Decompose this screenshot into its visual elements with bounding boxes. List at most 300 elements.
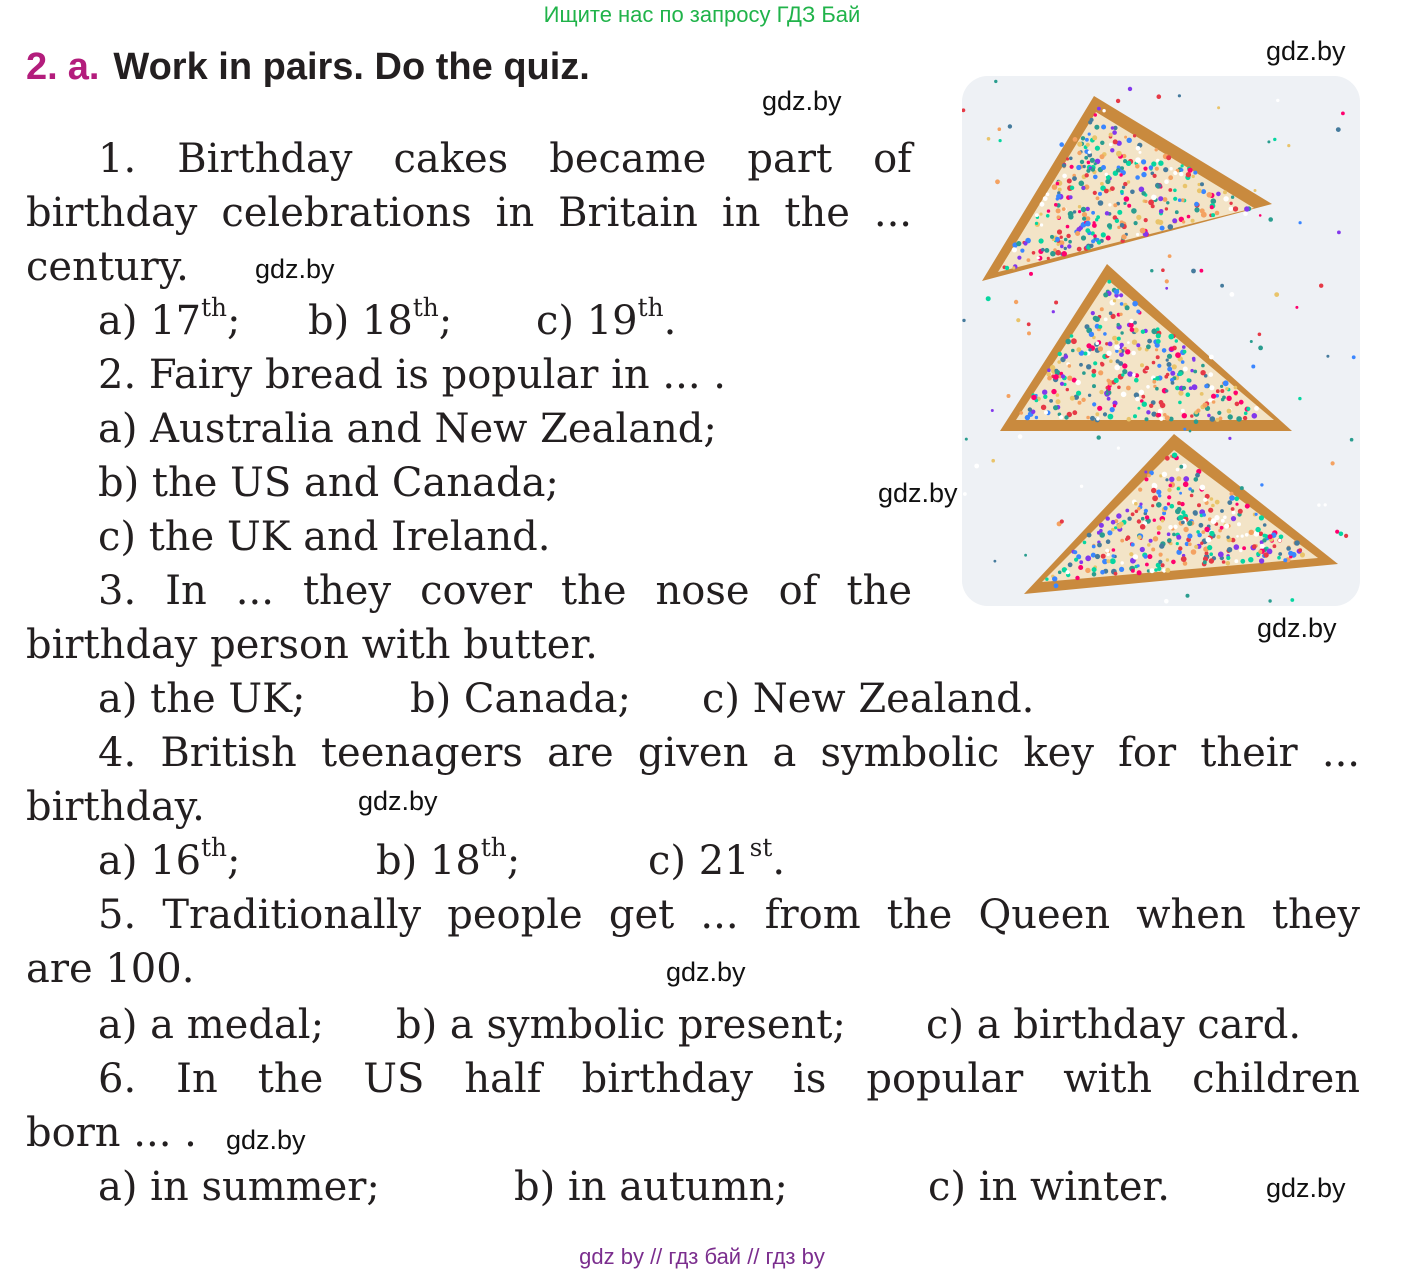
sprinkle — [1337, 231, 1341, 235]
sprinkle — [1114, 572, 1118, 576]
sprinkle — [1231, 196, 1234, 199]
sprinkle — [1148, 200, 1154, 206]
sprinkle — [1155, 387, 1159, 391]
sprinkle — [965, 438, 968, 441]
sprinkle — [1068, 562, 1073, 567]
sprinkle — [1209, 552, 1213, 556]
sprinkle — [1081, 235, 1086, 240]
sprinkle — [1234, 559, 1238, 563]
sprinkle — [1145, 366, 1150, 371]
sprinkle — [1092, 384, 1096, 388]
sprinkle — [1023, 241, 1027, 245]
sprinkle — [1137, 519, 1141, 523]
sprinkle — [1098, 325, 1102, 329]
sprinkle — [1106, 236, 1111, 241]
sprinkle — [1232, 511, 1236, 515]
sprinkle — [1116, 168, 1120, 172]
sprinkle — [1130, 327, 1135, 332]
sprinkle — [1088, 394, 1091, 397]
sprinkle — [1144, 509, 1148, 513]
sprinkle — [1133, 414, 1137, 418]
sprinkle — [1073, 137, 1078, 142]
sprinkle — [1233, 391, 1238, 396]
sprinkle — [1141, 191, 1146, 196]
sprinkle — [1057, 243, 1060, 246]
sprinkle — [1066, 234, 1070, 238]
sprinkle — [1244, 412, 1248, 416]
sprinkle — [1120, 190, 1124, 194]
sprinkle — [1225, 387, 1228, 390]
sprinkle — [1117, 447, 1120, 450]
sprinkle — [1107, 280, 1111, 284]
sprinkle — [1136, 310, 1140, 314]
sprinkle — [1137, 570, 1142, 575]
sprinkle — [1152, 380, 1156, 384]
sprinkle — [1039, 213, 1042, 216]
sprinkle — [1183, 527, 1188, 532]
sprinkle — [1163, 506, 1167, 510]
sprinkle — [1242, 546, 1246, 550]
sprinkle — [1163, 197, 1168, 202]
sprinkle — [1115, 219, 1119, 223]
sprinkle — [1094, 125, 1099, 130]
sprinkle — [1151, 488, 1156, 493]
sprinkle — [1170, 504, 1175, 509]
sprinkle — [1055, 237, 1060, 242]
sprinkle — [1099, 523, 1104, 528]
sprinkle — [1173, 525, 1177, 529]
sprinkle — [1243, 212, 1248, 217]
sprinkle — [1097, 406, 1102, 411]
sprinkle — [1158, 196, 1163, 201]
sprinkle — [1117, 323, 1121, 327]
sprinkle — [1220, 526, 1224, 530]
sprinkle — [1336, 127, 1341, 132]
sprinkle — [1081, 398, 1085, 402]
sprinkle — [1068, 211, 1074, 217]
sprinkle — [1076, 380, 1081, 385]
sprinkle — [1178, 372, 1183, 377]
sprinkle — [1209, 558, 1214, 563]
sprinkle — [1108, 342, 1113, 347]
sprinkle — [1080, 160, 1084, 164]
sprinkle — [1114, 378, 1119, 383]
sprinkle — [1173, 189, 1177, 193]
sprinkle — [1137, 407, 1140, 410]
sprinkle — [1057, 360, 1061, 364]
sprinkle — [1111, 126, 1115, 130]
sprinkle — [1190, 494, 1194, 498]
sprinkle — [1246, 407, 1250, 411]
sprinkle — [1223, 380, 1229, 386]
sprinkle — [1127, 371, 1133, 377]
sprinkle — [1108, 203, 1111, 206]
sprinkle — [1120, 331, 1123, 334]
sprinkle — [1119, 293, 1123, 297]
sprinkle — [1061, 374, 1065, 378]
sprinkle — [1027, 258, 1031, 262]
exercise-heading — [26, 46, 590, 89]
sprinkle — [1188, 487, 1192, 491]
sprinkle — [1161, 563, 1165, 567]
sprinkle — [1171, 560, 1176, 565]
sprinkle — [1259, 558, 1264, 563]
sprinkle — [1258, 346, 1263, 351]
sprinkle — [1255, 513, 1258, 516]
sprinkle — [1189, 430, 1192, 433]
sprinkle — [1081, 207, 1086, 212]
sprinkle — [1097, 543, 1102, 548]
sprinkle — [1156, 490, 1161, 495]
sprinkle — [1106, 351, 1111, 356]
sprinkle — [1127, 417, 1132, 422]
sprinkle — [1169, 477, 1174, 482]
sprinkle — [1097, 240, 1101, 244]
sprinkle — [1085, 228, 1090, 233]
sprinkle — [1141, 517, 1145, 521]
sprinkle — [1134, 221, 1138, 225]
sprinkle — [1178, 198, 1182, 202]
sprinkle — [1157, 364, 1161, 368]
sprinkle — [1159, 553, 1163, 557]
sprinkle — [1194, 207, 1199, 212]
sprinkle — [1344, 534, 1348, 538]
sprinkle — [1120, 302, 1124, 306]
sprinkle — [1131, 543, 1135, 547]
sprinkle — [1227, 547, 1232, 552]
sprinkle — [1176, 476, 1181, 481]
sprinkle — [1046, 193, 1050, 197]
sprinkle — [1100, 154, 1105, 159]
sprinkle — [1067, 244, 1071, 248]
sprinkle — [1326, 355, 1329, 358]
sprinkle — [1078, 205, 1081, 208]
sprinkle — [1075, 231, 1080, 236]
sprinkle — [1168, 188, 1172, 192]
sprinkle — [1189, 386, 1193, 390]
sprinkle — [1268, 599, 1271, 602]
sprinkle — [1018, 434, 1023, 439]
sprinkle — [1073, 210, 1076, 213]
sprinkle — [1240, 486, 1244, 490]
sprinkle — [1079, 560, 1083, 564]
sprinkle — [1350, 438, 1354, 442]
sprinkle — [1077, 142, 1082, 147]
sprinkle — [1144, 471, 1147, 474]
sprinkle — [1099, 390, 1103, 394]
sprinkle — [1166, 155, 1171, 160]
footer: gdz by // гдз бай // гдз by — [579, 1244, 825, 1269]
sprinkle — [1061, 251, 1067, 257]
sprinkle — [1179, 172, 1183, 176]
sprinkle — [1125, 538, 1128, 541]
sprinkle — [1140, 524, 1146, 530]
sprinkle — [1142, 402, 1147, 407]
sprinkle — [1196, 530, 1200, 534]
q3-option-a: a) the UK; — [98, 676, 306, 722]
sprinkle — [1012, 247, 1017, 252]
sprinkle — [1008, 124, 1012, 128]
sprinkle — [1181, 360, 1185, 364]
sprinkle — [1072, 176, 1077, 181]
sprinkle — [1168, 175, 1173, 180]
sprinkle — [1286, 546, 1291, 551]
sprinkle — [1144, 218, 1148, 222]
sprinkle — [1071, 338, 1077, 344]
sprinkle — [1200, 485, 1206, 491]
q5-option-a: a) a medal; — [98, 1002, 325, 1048]
sprinkle — [1114, 289, 1119, 294]
sprinkle — [1040, 223, 1043, 226]
sprinkle — [1084, 352, 1088, 356]
sprinkle — [1217, 535, 1221, 539]
q5-line2: are 100. — [26, 946, 195, 992]
sprinkle — [1095, 554, 1100, 559]
sprinkle — [1028, 407, 1032, 411]
sprinkle — [1120, 343, 1124, 347]
sprinkle — [1144, 200, 1147, 203]
sprinkle — [1153, 536, 1158, 541]
q2-option-b: b) the US and Canada; — [98, 460, 559, 506]
sprinkle — [1168, 334, 1174, 340]
sprinkle — [1207, 192, 1213, 198]
sprinkle — [962, 319, 965, 322]
q1-option-a: a) 17th; — [98, 293, 241, 344]
sprinkle — [1113, 139, 1118, 144]
sprinkle — [1047, 257, 1050, 260]
sprinkle — [1163, 167, 1168, 172]
sprinkle — [1070, 165, 1074, 169]
sprinkle — [1157, 94, 1162, 99]
sprinkle — [1101, 232, 1106, 237]
sprinkle — [1212, 400, 1216, 404]
exercise-number: 2. — [26, 46, 58, 88]
sprinkle — [1127, 204, 1131, 208]
sprinkle — [1166, 359, 1169, 362]
exercise-instruction: Work in pairs. Do the quiz. — [113, 46, 590, 88]
sprinkle — [1068, 240, 1072, 244]
sprinkle — [1145, 477, 1149, 481]
sprinkle — [1089, 332, 1094, 337]
sprinkle — [1166, 558, 1169, 561]
sprinkle — [1130, 190, 1135, 195]
sprinkle — [1083, 541, 1087, 545]
sprinkle — [1122, 186, 1125, 189]
sprinkle — [1068, 364, 1072, 368]
sprinkle — [1136, 146, 1141, 151]
sprinkle — [1200, 542, 1203, 545]
sprinkle — [1216, 192, 1221, 197]
sprinkle — [1091, 311, 1095, 315]
sprinkle — [1111, 528, 1115, 532]
q4-option-c: c) 21st. — [648, 833, 786, 884]
sprinkle — [1277, 556, 1281, 560]
sprinkle — [1084, 156, 1088, 160]
sprinkle — [1170, 347, 1174, 351]
sprinkle — [1162, 472, 1167, 477]
sprinkle — [1154, 568, 1158, 572]
sprinkle — [1254, 406, 1259, 411]
sprinkle — [1166, 201, 1169, 204]
sprinkle — [1182, 386, 1186, 390]
q3-option-b: b) Canada; — [410, 676, 631, 722]
sprinkle — [1146, 410, 1150, 414]
sprinkle — [991, 409, 994, 412]
fairy-bread-illustration — [962, 76, 1360, 606]
sprinkle — [1056, 399, 1061, 404]
sprinkle — [1186, 172, 1191, 177]
q2-option-a: a) Australia and New Zealand; — [98, 406, 717, 452]
sprinkle — [1114, 344, 1120, 350]
sprinkle — [1165, 456, 1170, 461]
sprinkle — [1080, 485, 1083, 488]
q5-option-b: b) a symbolic present; — [396, 1002, 846, 1048]
sprinkle — [1155, 167, 1159, 171]
sprinkle — [1155, 148, 1158, 151]
sprinkle — [1172, 453, 1177, 458]
sprinkle — [1081, 136, 1085, 140]
sprinkle — [1201, 189, 1206, 194]
watermark: gdz.by — [1257, 613, 1337, 643]
sprinkle — [1127, 517, 1131, 521]
sprinkle — [1095, 146, 1100, 151]
sprinkle — [1226, 396, 1231, 401]
sprinkle — [1088, 151, 1091, 154]
sprinkle — [1158, 161, 1163, 166]
sprinkle — [1053, 405, 1058, 410]
sprinkle — [1109, 133, 1113, 137]
sprinkle — [1074, 558, 1078, 562]
sprinkle — [1165, 279, 1169, 283]
sprinkle — [1052, 184, 1058, 190]
sprinkle — [1283, 558, 1287, 562]
sprinkle — [1098, 192, 1102, 196]
sprinkle — [1103, 412, 1107, 416]
sprinkle — [1192, 359, 1195, 362]
sprinkle — [1085, 568, 1090, 573]
sprinkle — [1082, 371, 1086, 375]
sprinkle — [1092, 545, 1096, 549]
sprinkle — [1139, 503, 1142, 506]
sprinkle — [1176, 468, 1180, 472]
sprinkle — [1186, 594, 1190, 598]
sprinkle — [1235, 402, 1240, 407]
sprinkle — [1100, 182, 1104, 186]
sprinkle — [1317, 503, 1320, 506]
sprinkle — [1193, 370, 1197, 374]
sprinkle — [1160, 403, 1166, 409]
sprinkle — [1152, 361, 1156, 365]
sprinkle — [1121, 234, 1126, 239]
sprinkle — [1161, 519, 1164, 522]
sprinkle — [1192, 384, 1198, 390]
sprinkle — [1067, 376, 1072, 381]
sprinkle — [1149, 165, 1153, 169]
sprinkle — [1134, 378, 1139, 383]
sprinkle — [1119, 567, 1124, 572]
sprinkle — [1135, 164, 1140, 169]
sprinkle — [1181, 409, 1185, 413]
sprinkle — [1279, 535, 1284, 540]
sprinkle — [1094, 162, 1097, 165]
sprinkle — [1140, 228, 1146, 234]
sprinkle — [1299, 221, 1302, 224]
sprinkle — [1226, 536, 1229, 539]
sprinkle — [1094, 113, 1097, 116]
sprinkle — [1093, 175, 1098, 180]
sprinkle — [1093, 361, 1097, 365]
sprinkle — [1339, 532, 1344, 537]
sprinkle — [1234, 544, 1240, 550]
sprinkle — [1071, 349, 1075, 353]
sprinkle — [1100, 141, 1104, 145]
sprinkle — [1062, 207, 1066, 211]
exercise-part: a. — [67, 46, 100, 88]
sprinkle — [1087, 533, 1092, 538]
sprinkle — [1319, 284, 1323, 288]
sprinkle — [1230, 492, 1234, 496]
sprinkle — [1140, 547, 1145, 552]
sprinkle — [1124, 196, 1130, 202]
sprinkle — [1196, 409, 1200, 413]
sprinkle — [1233, 206, 1238, 211]
sprinkle — [1083, 165, 1086, 168]
sprinkle — [1100, 570, 1105, 575]
sprinkle — [1070, 334, 1074, 338]
sprinkle — [1211, 518, 1217, 524]
sprinkle — [1064, 238, 1068, 242]
watermark: gdz.by — [358, 786, 438, 816]
sprinkle — [1220, 509, 1224, 513]
sprinkle — [1218, 552, 1224, 558]
q1-line1: 1. Birthday cakes became part of — [98, 136, 912, 182]
sprinkle — [1169, 484, 1173, 488]
sprinkle — [1101, 165, 1106, 170]
sprinkle — [1166, 373, 1170, 377]
sprinkle — [1099, 532, 1105, 538]
sprinkle — [1167, 362, 1172, 367]
sprinkle — [1245, 533, 1249, 537]
sprinkle — [1268, 534, 1273, 539]
q3-line2: birthday person with butter. — [26, 622, 598, 668]
sprinkle — [1056, 194, 1061, 199]
sprinkle — [1129, 552, 1133, 556]
sprinkle — [1047, 209, 1050, 212]
sprinkle — [1178, 94, 1181, 97]
sprinkle — [1259, 214, 1262, 217]
sprinkle — [1078, 565, 1083, 570]
sprinkle — [995, 179, 1000, 184]
q6-line1: 6. In the US half birthday is popular with children — [98, 1056, 1360, 1102]
sprinkle — [1229, 495, 1235, 501]
sprinkle — [1273, 544, 1277, 548]
sprinkle — [1183, 428, 1186, 431]
sprinkle — [1092, 223, 1097, 228]
sprinkle — [1131, 512, 1135, 516]
sprinkle — [1077, 247, 1082, 252]
sprinkle — [1052, 576, 1057, 581]
sprinkle — [1045, 578, 1048, 581]
sprinkle — [1147, 543, 1151, 547]
sprinkle — [1168, 224, 1174, 230]
sprinkle — [1076, 391, 1081, 396]
sprinkle — [1273, 138, 1276, 141]
sprinkle — [1062, 163, 1066, 167]
sprinkle — [1151, 548, 1155, 552]
sprinkle — [1133, 134, 1136, 137]
sprinkle — [1205, 551, 1209, 555]
sprinkle — [1167, 495, 1171, 499]
